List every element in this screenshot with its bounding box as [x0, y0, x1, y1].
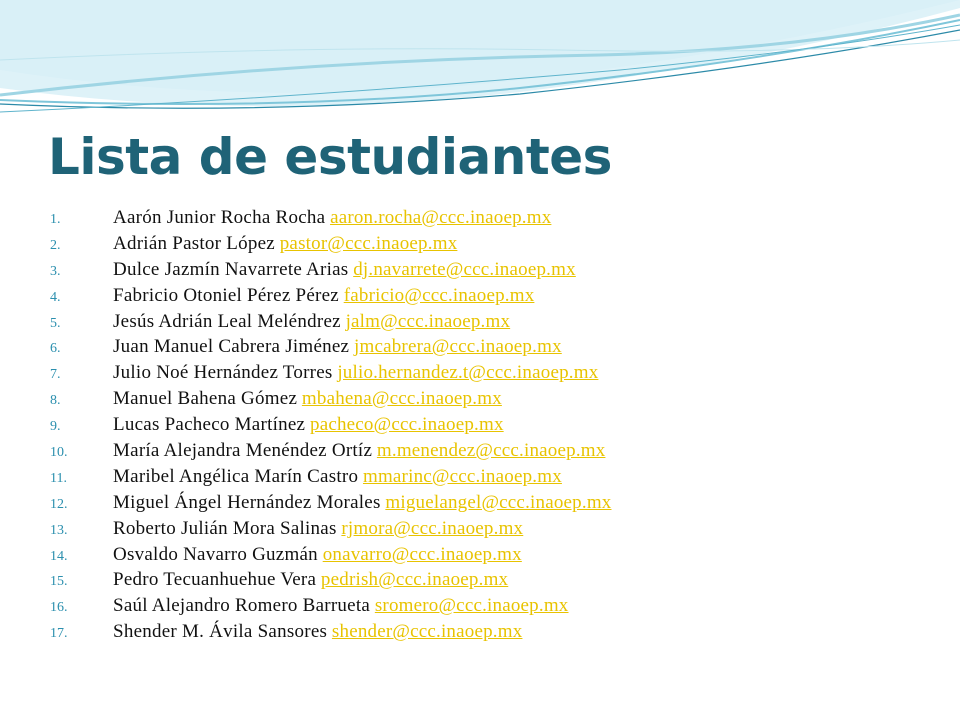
- student-name: Saúl Alejandro Romero Barrueta: [113, 595, 371, 617]
- student-email-link[interactable]: shender@ccc.inaoep.mx: [331, 621, 523, 643]
- student-list: [50, 205, 612, 645]
- list-item: [50, 257, 612, 283]
- list-item-number: 15.: [50, 574, 68, 590]
- student-email-link[interactable]: jalm@ccc.inaoep.mx: [345, 310, 511, 332]
- list-item: [50, 412, 612, 438]
- list-item: [50, 542, 612, 568]
- student-email-link[interactable]: mbahena@ccc.inaoep.mx: [301, 388, 502, 410]
- list-item-number: 2.: [50, 237, 61, 253]
- student-name: Shender M. Ávila Sansores: [113, 621, 328, 643]
- student-name: Juan Manuel Cabrera Jiménez: [113, 336, 350, 358]
- student-email-link[interactable]: sromero@ccc.inaoep.mx: [374, 595, 569, 617]
- list-item: [50, 567, 612, 593]
- list-item: [50, 231, 612, 257]
- list-item: [50, 205, 612, 231]
- student-name: Fabricio Otoniel Pérez Pérez: [113, 284, 339, 306]
- student-email-link[interactable]: pedrish@ccc.inaoep.mx: [320, 569, 509, 591]
- student-email-link[interactable]: pacheco@ccc.inaoep.mx: [310, 414, 504, 436]
- student-name: Julio Noé Hernández Torres: [113, 362, 333, 384]
- student-name: Jesús Adrián Leal Meléndrez: [113, 310, 341, 332]
- student-name: Maribel Angélica Marín Castro: [113, 465, 359, 487]
- student-name: Pedro Tecuanhuehue Vera: [113, 569, 317, 591]
- list-item-number: 16.: [50, 600, 68, 616]
- student-email-link[interactable]: miguelangel@ccc.inaoep.mx: [385, 491, 612, 513]
- list-item: [50, 309, 612, 335]
- slide-title: Lista de estudiantes: [48, 128, 612, 186]
- list-item: [50, 490, 612, 516]
- list-item-number: 3.: [50, 263, 61, 279]
- list-item-number: 13.: [50, 522, 68, 538]
- list-item-number: 9.: [50, 419, 61, 435]
- list-item-number: 6.: [50, 341, 61, 357]
- list-item-number: 5.: [50, 315, 61, 331]
- list-item: [50, 593, 612, 619]
- list-item: [50, 386, 612, 412]
- list-item-number: 4.: [50, 289, 61, 305]
- student-name: Manuel Bahena Gómez: [113, 388, 298, 410]
- list-item: [50, 283, 612, 309]
- list-item-number: 12.: [50, 496, 68, 512]
- student-name: Dulce Jazmín Navarrete Arias: [113, 258, 349, 280]
- list-item-number: 10.: [50, 445, 68, 461]
- list-item: [50, 464, 612, 490]
- student-email-link[interactable]: aaron.rocha@ccc.inaoep.mx: [330, 207, 552, 228]
- student-name: Roberto Julián Mora Salinas: [113, 517, 337, 539]
- list-item: [50, 516, 612, 542]
- list-item: [50, 334, 612, 360]
- list-item: [50, 360, 612, 386]
- list-item: [50, 619, 612, 645]
- student-name: Osvaldo Navarro Guzmán: [113, 543, 318, 565]
- student-name: Aarón Junior Rocha Rocha: [113, 207, 326, 228]
- student-name: Lucas Pacheco Martínez: [113, 414, 306, 436]
- student-email-link[interactable]: pastor@ccc.inaoep.mx: [279, 232, 458, 254]
- student-email-link[interactable]: jmcabrera@ccc.inaoep.mx: [354, 336, 562, 358]
- list-item-number: 7.: [50, 367, 61, 383]
- list-item-number: 17.: [50, 626, 68, 642]
- list-item-number: 1.: [50, 212, 61, 227]
- student-name: María Alejandra Menéndez Ortíz: [113, 440, 373, 462]
- list-item-number: 14.: [50, 548, 68, 564]
- decorative-header-waves: [0, 0, 960, 130]
- list-item-number: 8.: [50, 393, 61, 409]
- student-email-link[interactable]: mmarinc@ccc.inaoep.mx: [362, 465, 562, 487]
- student-name: Adrián Pastor López: [113, 232, 275, 254]
- student-name: Miguel Ángel Hernández Morales: [113, 491, 381, 513]
- student-email-link[interactable]: fabricio@ccc.inaoep.mx: [343, 284, 535, 306]
- student-email-link[interactable]: dj.navarrete@ccc.inaoep.mx: [353, 258, 576, 280]
- list-item: [50, 438, 612, 464]
- student-email-link[interactable]: m.menendez@ccc.inaoep.mx: [376, 440, 606, 462]
- list-item-number: 11.: [50, 470, 67, 486]
- student-email-link[interactable]: julio.hernandez.t@ccc.inaoep.mx: [337, 362, 599, 384]
- student-email-link[interactable]: onavarro@ccc.inaoep.mx: [322, 543, 522, 565]
- student-email-link[interactable]: rjmora@ccc.inaoep.mx: [341, 517, 524, 539]
